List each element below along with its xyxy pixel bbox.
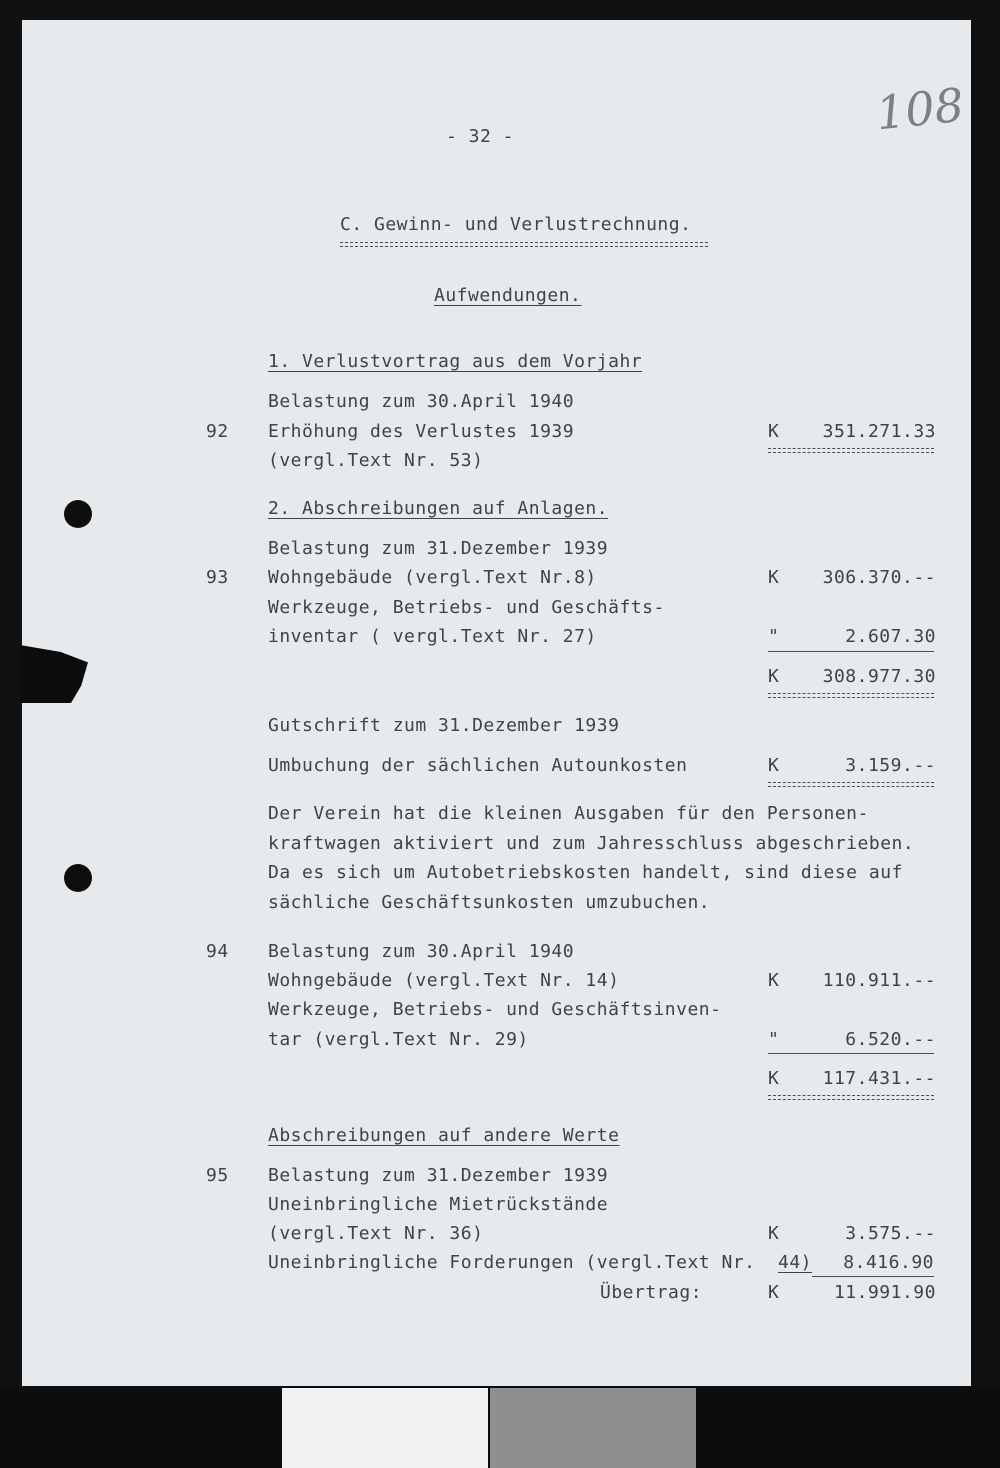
- b1-total-double-underline: [768, 693, 934, 698]
- b2-total-double-underline: [768, 1095, 934, 1100]
- s1-line-3: (vergl.Text Nr. 53): [268, 450, 484, 471]
- page-title: C. Gewinn- und Verlustrechnung.: [340, 214, 692, 235]
- b1-line-1: Belastung zum 31.Dezember 1939: [268, 538, 609, 559]
- title-double-underline: [340, 242, 708, 247]
- b1-ditto-mark: ": [768, 626, 780, 647]
- section-subtitle: Aufwendungen.: [434, 285, 582, 306]
- b2-line-3: Werkzeuge, Betriebs- und Geschäftsinven-: [268, 999, 722, 1020]
- note-line-2: kraftwagen aktiviert und zum Jahresschluss abgeschrieben.: [268, 833, 915, 854]
- g-amount-double-underline: [768, 782, 934, 787]
- punch-hole-bottom: [64, 864, 92, 892]
- s1-currency: K: [768, 421, 780, 442]
- b1-amount-2: 2.607.30: [845, 626, 936, 647]
- s3-line-3: (vergl.Text Nr. 36): [268, 1223, 484, 1244]
- carry-amount: 11.991.90: [833, 1282, 936, 1303]
- g-amount: 3.159.--: [845, 755, 936, 776]
- carry-label: Übertrag:: [600, 1282, 703, 1303]
- b2-line-2: Wohngebäude (vergl.Text Nr. 14): [268, 970, 620, 991]
- b1-total-currency: K: [768, 666, 780, 687]
- heading-abschreibungen-andere: Abschreibungen auf andere Werte: [268, 1125, 620, 1146]
- b1-currency-1: K: [768, 567, 780, 588]
- s3-line-4: Uneinbringliche Forderungen (vergl.Text Nr.: [268, 1252, 756, 1273]
- s1-amount: 351.271.33: [822, 421, 936, 442]
- carry-currency: K: [768, 1282, 780, 1303]
- s3-line-4-ref: 44): [778, 1252, 813, 1273]
- b2-sum-line: [768, 1053, 934, 1054]
- g-line-1: Gutschrift zum 31.Dezember 1939: [268, 715, 620, 736]
- grey-calibration-card: [490, 1388, 696, 1468]
- note-line-1: Der Verein hat die kleinen Ausgaben für den Personen-: [268, 803, 869, 824]
- b2-amount-2: 6.520.--: [845, 1029, 936, 1050]
- heading-abschreibungen-anlagen: 2. Abschreibungen auf Anlagen.: [268, 498, 609, 519]
- s3-currency: K: [768, 1223, 780, 1244]
- white-calibration-card: [282, 1388, 488, 1468]
- s3-sum-line: [812, 1276, 934, 1277]
- b2-amount-1: 110.911.--: [822, 970, 936, 991]
- b1-amount-1: 306.370.--: [822, 567, 936, 588]
- punch-hole-top: [64, 500, 92, 528]
- s3-line-2: Uneinbringliche Mietrückstände: [268, 1194, 609, 1215]
- b2-line-4: tar (vergl.Text Nr. 29): [268, 1029, 529, 1050]
- b2-ditto-mark: ": [768, 1029, 780, 1050]
- b1-line-4: inventar ( vergl.Text Nr. 27): [268, 626, 597, 647]
- heading-verlustvortrag: 1. Verlustvortrag aus dem Vorjahr: [268, 351, 643, 372]
- b1-sum-line: [768, 651, 934, 652]
- s1-line-2: Erhöhung des Verlustes 1939: [268, 421, 575, 442]
- s1-ref: 92: [206, 421, 229, 442]
- g-currency: K: [768, 755, 780, 776]
- s3-amount-2: 8.416.90: [843, 1252, 934, 1273]
- folio-number: 108: [873, 77, 967, 141]
- note-line-3: Da es sich um Autobetriebskosten handelt, sind diese auf: [268, 862, 903, 883]
- s3-ref: 95: [206, 1165, 229, 1186]
- b1-ref: 93: [206, 567, 229, 588]
- s1-amount-double-underline: [768, 448, 934, 453]
- note-line-4: sächliche Geschäftsunkosten umzubuchen.: [268, 892, 711, 913]
- s3-line-1: Belastung zum 31.Dezember 1939: [268, 1165, 609, 1186]
- s1-line-1: Belastung zum 30.April 1940: [268, 391, 575, 412]
- b1-total: 308.977.30: [822, 666, 936, 687]
- b1-line-2: Wohngebäude (vergl.Text Nr.8): [268, 567, 597, 588]
- b2-line-1: Belastung zum 30.April 1940: [268, 941, 575, 962]
- b2-ref: 94: [206, 941, 229, 962]
- b2-currency-1: K: [768, 970, 780, 991]
- page-number: - 32 -: [446, 126, 515, 147]
- b2-total: 117.431.--: [822, 1068, 936, 1089]
- g-line-2: Umbuchung der sächlichen Autounkosten: [268, 755, 688, 776]
- b1-line-3: Werkzeuge, Betriebs- und Geschäfts-: [268, 597, 665, 618]
- s3-amount-1: 3.575.--: [845, 1223, 936, 1244]
- b2-total-currency: K: [768, 1068, 780, 1089]
